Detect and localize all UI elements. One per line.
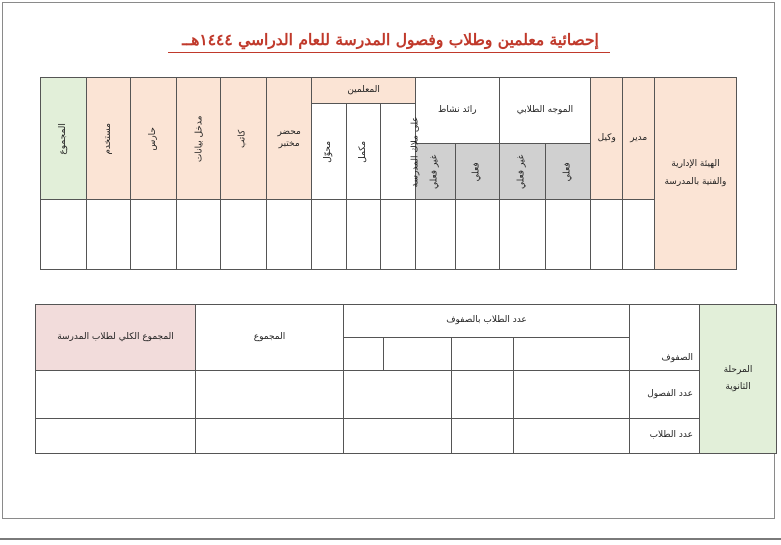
counselor-actual-header: فعلي [546,144,591,200]
lab-prep-header: محضر مختبر [266,78,312,200]
grades-label: الصفوف [630,305,700,371]
worker-header: مستخدم [86,78,131,200]
classes-cell[interactable] [344,371,452,419]
title-underline [168,52,610,53]
classes-cell[interactable] [452,371,514,419]
value-cell[interactable] [456,200,500,270]
activity-actual-header: فعلي [456,144,500,200]
classes-cell[interactable] [514,371,630,419]
director-header: مدير [623,78,654,200]
activity-not-actual-header: غير فعلي [415,144,456,200]
page-title: إحصائية معلمين وطلاب وفصول المدرسة للعام الدراسي ١٤٤٤هــ [182,30,599,49]
grade-cell[interactable] [344,338,384,371]
value-cell[interactable] [86,200,131,270]
admin-staff-label: الهيئة الإدارية والفنية بالمدرسة [654,78,736,270]
total-header: المجموع [41,78,87,200]
students-cell[interactable] [452,418,514,453]
value-cell[interactable] [591,200,623,270]
grade-cell[interactable] [452,338,514,371]
total-header: المجموع [196,305,344,371]
students-cell[interactable] [514,418,630,453]
bottom-divider [0,538,781,540]
data-entry-header: مدخل بيانات [176,78,221,200]
value-cell[interactable] [131,200,177,270]
total-classes-cell[interactable] [196,371,344,419]
value-cell[interactable] [312,200,346,270]
teachers-supplementary-header: مكمل [346,104,380,200]
value-cell[interactable] [546,200,591,270]
students-by-grade-header: عدد الطلاب بالصفوف [344,305,630,338]
value-cell[interactable] [221,200,267,270]
teachers-transferred-header: محوّل [312,104,346,200]
clerk-header: كاتب [221,78,267,200]
value-cell[interactable] [41,200,87,270]
total-students-cell[interactable] [196,418,344,453]
value-cell[interactable] [623,200,654,270]
value-cell[interactable] [266,200,312,270]
value-cell[interactable] [176,200,221,270]
grade-cell[interactable] [384,338,452,371]
counselor-not-actual-header: غير فعلي [499,144,546,200]
grand-total-header: المجموع الكلي لطلاب المدرسة [36,305,196,371]
staff-table [40,77,737,270]
guard-header: حارس [131,78,177,200]
students-count-label: عدد الطلاب [630,418,700,453]
grand-total-students-cell[interactable] [36,418,196,453]
classes-count-label: عدد الفصول [630,371,700,419]
grade-cell[interactable] [514,338,630,371]
stage-label: المرحلة الثانوية [700,305,777,454]
value-cell[interactable] [381,200,415,270]
counselor-header: الموجه الطلابي [499,78,590,144]
grand-total-classes-cell[interactable] [36,371,196,419]
value-cell[interactable] [415,200,456,270]
activity-leader-header: رائد نشاط [415,78,499,144]
students-cell[interactable] [344,418,452,453]
teachers-on-staff-header: على ملاك المدرسة [381,104,415,200]
students-table [35,304,777,454]
deputy-header: وكيل [591,78,623,200]
teachers-header: المعلمين [312,78,415,104]
value-cell[interactable] [346,200,380,270]
value-cell[interactable] [499,200,546,270]
